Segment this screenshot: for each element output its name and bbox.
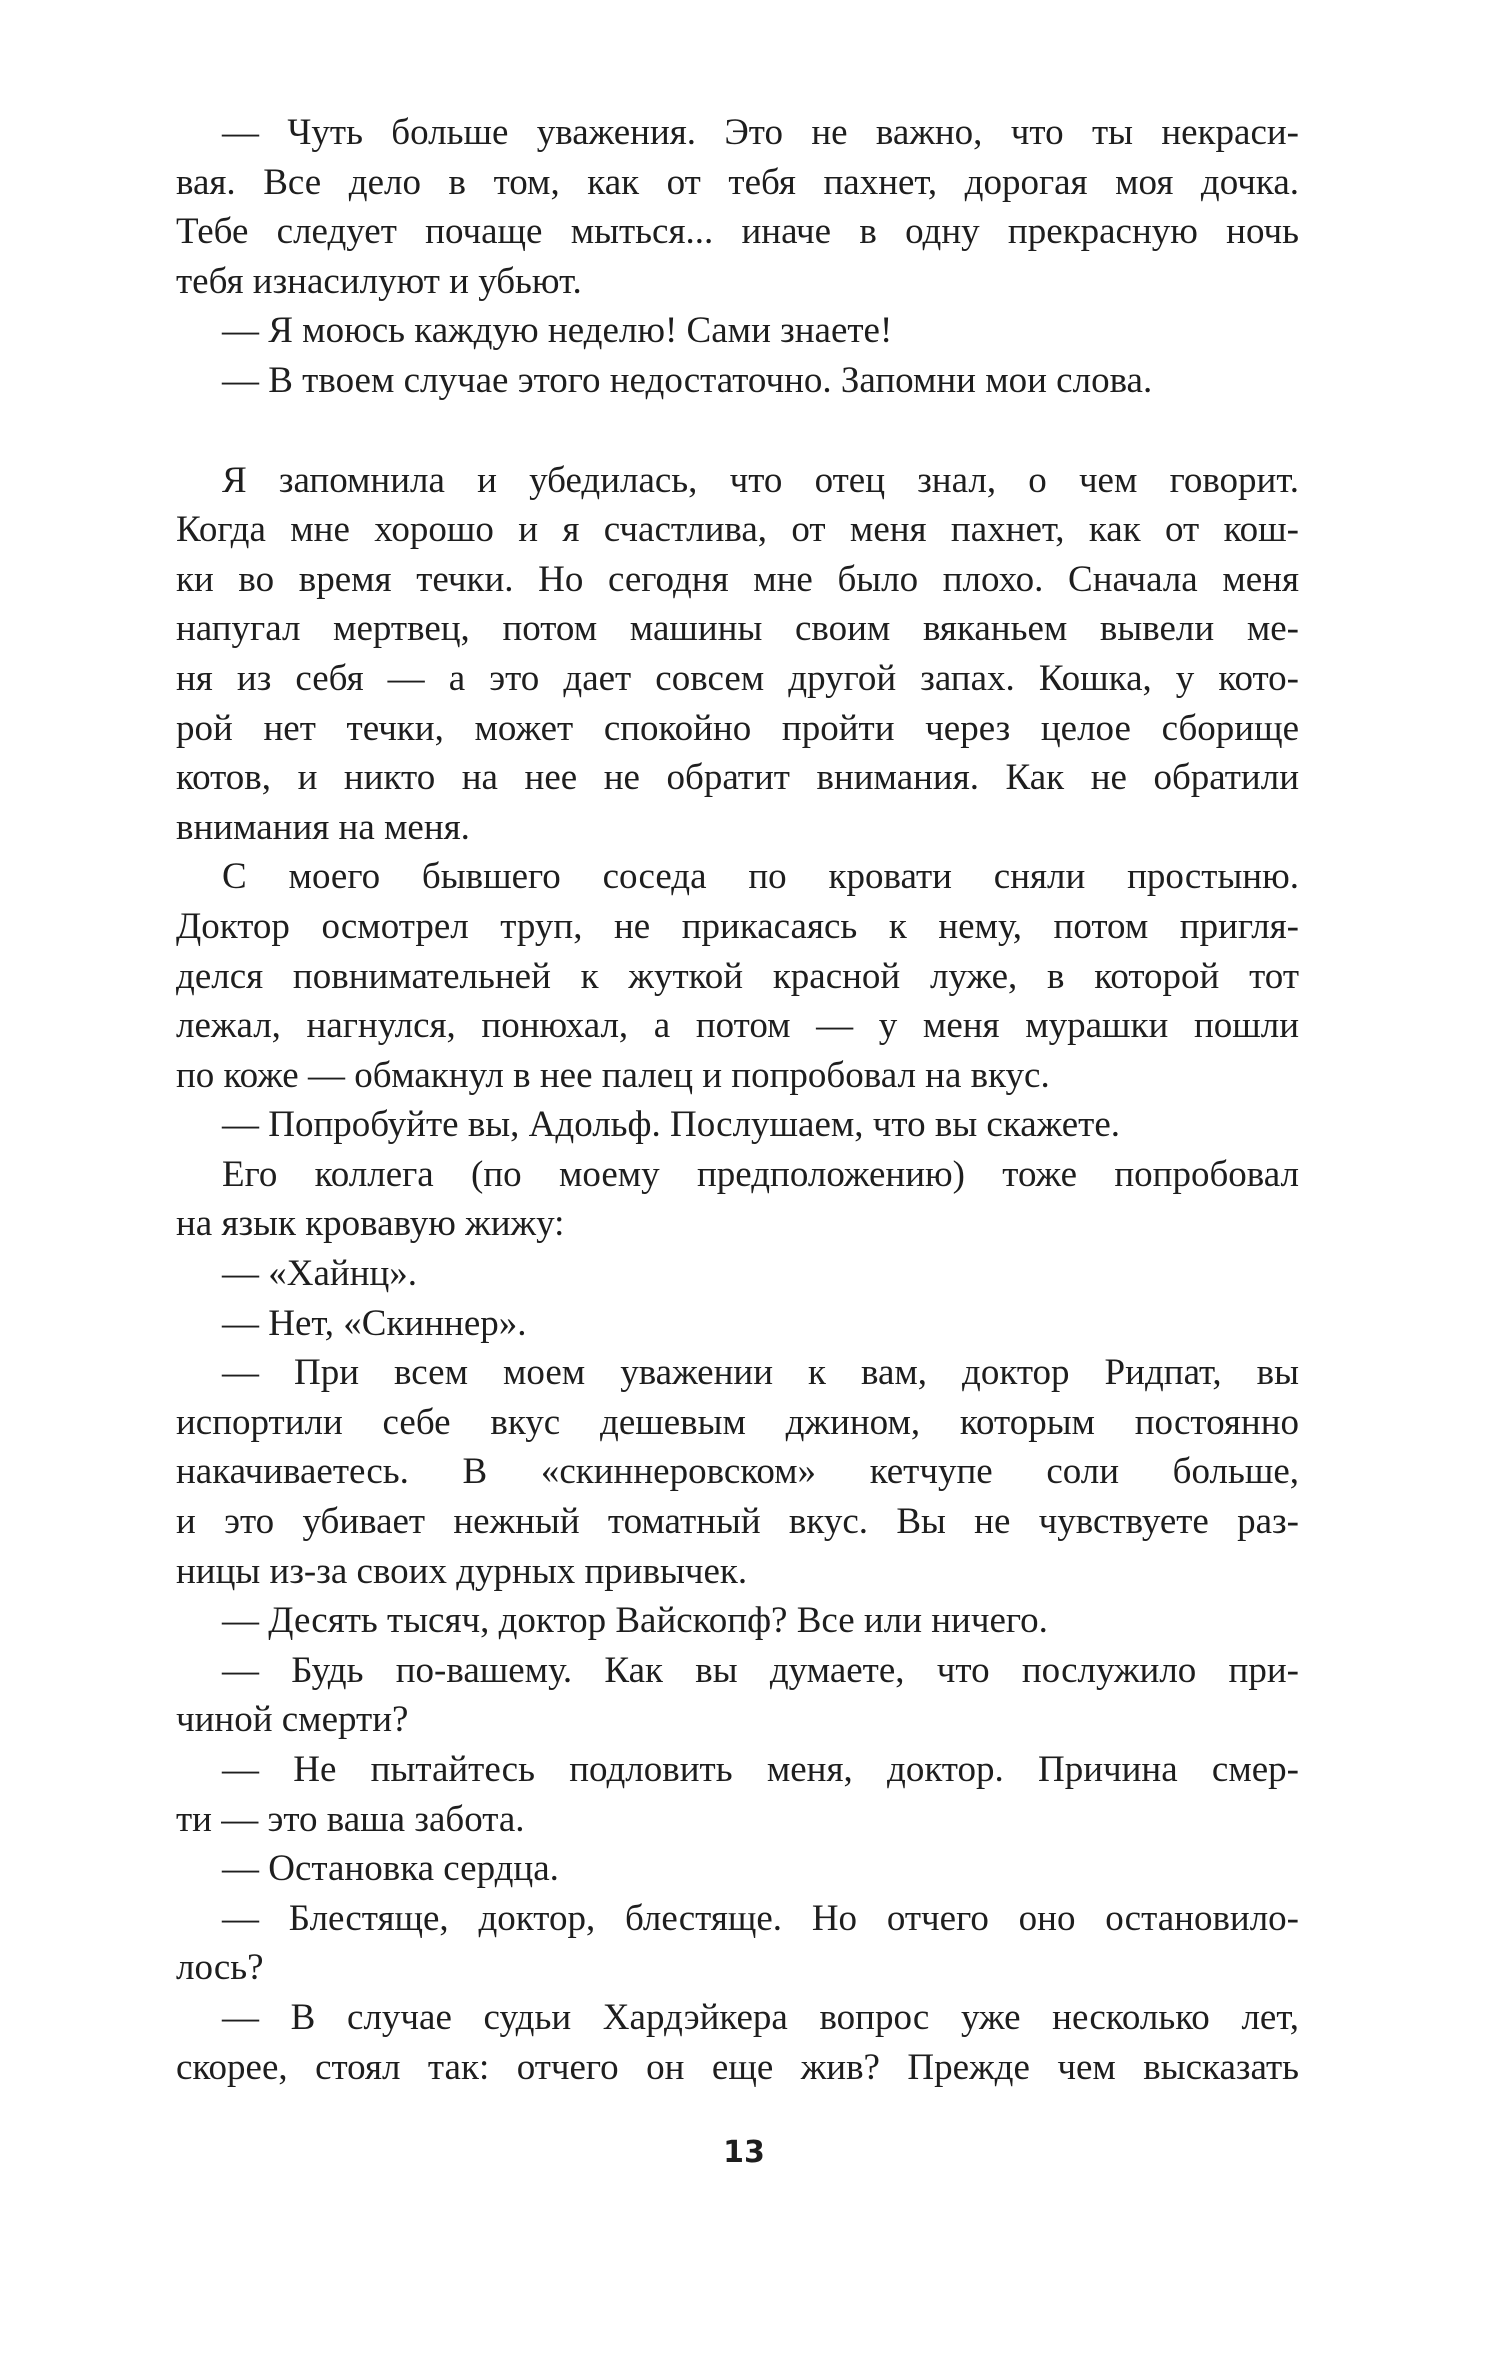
text-line: на язык кровавую жижу: (176, 1203, 565, 1245)
text-line: Доктор осмотрел труп, не прикасаясь к нему, потом пригля- (176, 905, 1299, 947)
text-line: скорее, стоял так: отчего он еще жив? Прежде чем высказать (176, 2046, 1299, 2088)
text-line: Тебе следует почаще мыться... иначе в одну прекрасную ночь (176, 211, 1299, 253)
text-line: и это убивает нежный томатный вкус. Вы не чувствуете раз- (176, 1501, 1299, 1543)
text-line: котов, и никто на нее не обратит внимания. Как не обратили (176, 757, 1299, 799)
text-line: ницы из-за своих дурных привычек. (176, 1550, 748, 1592)
text-line: ки во время течки. Но сегодня мне было плохо. Сначала меня (176, 558, 1299, 600)
text-line: — Остановка сердца. (222, 1848, 559, 1890)
text-line: — Попробуйте вы, Адольф. Послушаем, что вы скажете. (222, 1104, 1121, 1146)
text-line: накачиваетесь. В «скиннеровском» кетчупе соли больше, (176, 1451, 1299, 1493)
text-line: вая. Все дело в том, как от тебя пахнет, дорогая моя дочка. (176, 161, 1299, 203)
paragraph-gap (176, 406, 1299, 456)
text-line: — Чуть больше уважения. Это не важно, что ты некраси- (222, 112, 1299, 153)
text-line: чиной смерти? (176, 1699, 409, 1741)
text-line: испортили себе вкус дешевым джином, которым постоянно (176, 1401, 1299, 1443)
text-line: — Я моюсь каждую неделю! Сами знаете! (222, 310, 893, 352)
text-line: тебя изнасилуют и убьют. (176, 260, 582, 302)
text-line: рой нет течки, может спокойно пройти через целое сборище (176, 707, 1299, 749)
text-line: Его коллега (по моему предположению) тоже попробовал (222, 1153, 1299, 1195)
text-line: — Блестяще, доктор, блестяще. Но отчего оно остановило- (222, 1897, 1299, 1939)
text-line: — Нет, «Скиннер». (222, 1302, 527, 1344)
text-line: лось? (176, 1947, 264, 1989)
text-line: Когда мне хорошо и я счастлива, от меня пахнет, как от кош- (176, 509, 1299, 551)
text-line: — Десять тысяч, доктор Вайскопф? Все или ничего. (222, 1600, 1048, 1642)
page-number: 13 (723, 2135, 765, 2170)
text-line: С моего бывшего соседа по кровати сняли простыню. (222, 856, 1299, 898)
text-line: ня из себя — а это дает совсем другой запах. Кошка, у кото- (176, 657, 1299, 699)
text-line: внимания на меня. (176, 806, 470, 848)
text-line: — «Хайнц». (222, 1253, 418, 1295)
text-line: ти — это ваша забота. (176, 1798, 525, 1840)
text-line: напугал мертвец, потом машины своим вяканьем вывели ме- (176, 608, 1299, 650)
text-line: по коже — обмакнул в нее палец и попробовал на вкус. (176, 1054, 1050, 1096)
text-line: — В твоем случае этого недостаточно. Запомни мои слова. (222, 359, 1153, 401)
text-line: — В случае судьи Хардэйкера вопрос уже несколько лет, (222, 1996, 1299, 2038)
text-line: Я запомнила и убедилась, что отец знал, о чем говорит. (222, 459, 1299, 501)
text-line: лежал, нагнулся, понюхал, а потом — у меня мурашки пошли (176, 1005, 1299, 1047)
text-line: делся повнимательней к жуткой красной луже, в которой тот (176, 955, 1299, 997)
text-line: — Будь по-вашему. Как вы думаете, что послужило при- (222, 1649, 1299, 1691)
body-text (176, 108, 1299, 2092)
text-line: — При всем моем уважении к вам, доктор Ридпат, вы (222, 1352, 1299, 1394)
text-line: — Не пытайтесь подловить меня, доктор. Причина смер- (222, 1749, 1299, 1790)
